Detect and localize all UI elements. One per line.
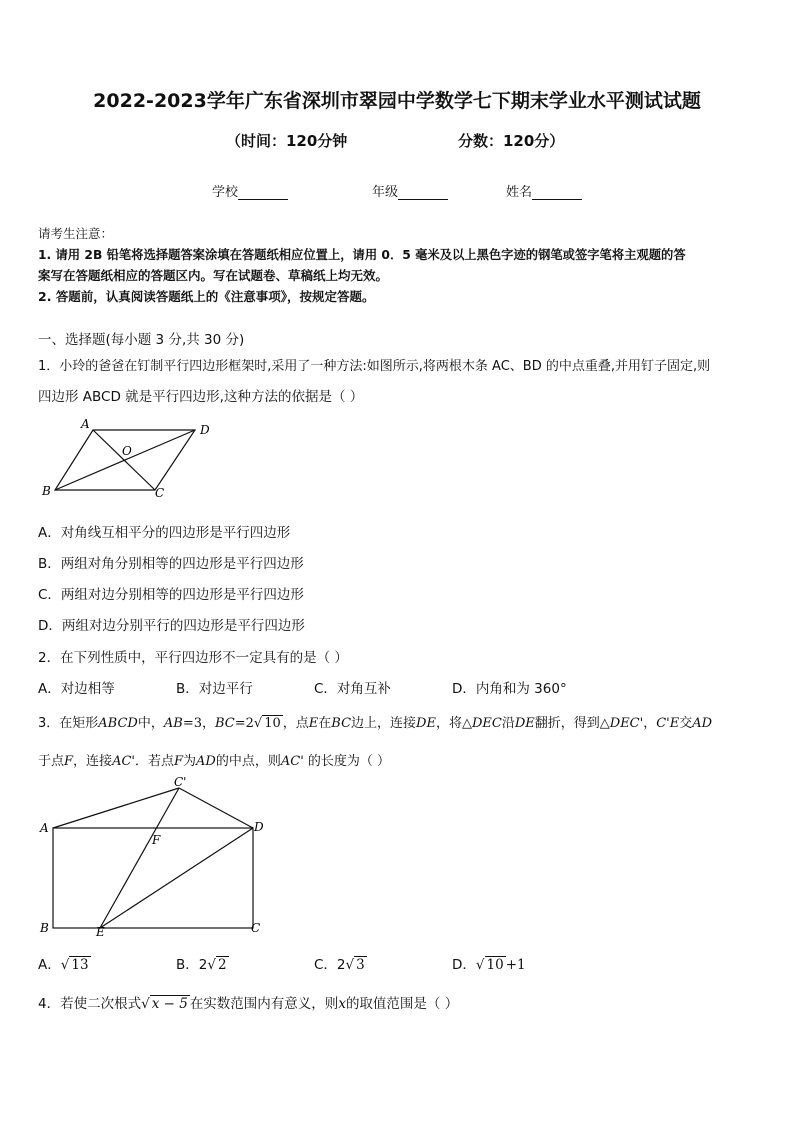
exam-score: 分数：120分） [458,132,565,150]
q2-option-d[interactable]: D．内角和为 360° [452,681,567,697]
q3-text: =2 [234,716,254,731]
name-field [506,181,582,200]
q2-option-b[interactable]: B．对边平行 [176,681,253,697]
q3-option-c-sqrt: √ 3 [345,957,365,973]
q3-text: 中， [137,716,164,731]
q3-option-a-label: A． [38,957,61,973]
q3-var-f: F [64,754,74,769]
q1-parallelogram-figure [38,416,228,506]
q3-option-d[interactable] [452,953,526,973]
q1-label-a: A [81,417,90,431]
q3-text: 沿 [501,716,515,731]
q3-text: =3， [182,716,215,731]
q3-option-a-radicand: 13 [71,957,89,973]
q3-text: 的长度为（ ） [303,754,391,769]
q4-text: 在实数范围内有意义，则 [189,996,339,1012]
q3-var-de: DE [416,716,436,731]
q3-var-bc: BC [331,716,352,731]
q3-option-c-radicand: 3 [356,957,365,973]
q3-option-b-radicand: 2 [217,957,227,973]
q3-text: 翻折，得到△ [534,716,610,731]
q3-label-b: B [40,921,49,935]
grade-field [372,181,448,200]
notice-item-1-line-2: 案写在答题纸相应的答题区内。写在试题卷、草稿纸上均无效。 [38,268,389,283]
section-heading: 一、选择题(每小题 3 分,共 30 分) [38,332,245,348]
q1-label-b: B [42,484,51,498]
school-blank [238,185,288,200]
q3-option-d-tail: +1 [505,957,526,973]
q4-var-x: x [338,996,346,1012]
q3-option-d-radicand: 10 [486,957,504,973]
q3-rectangle-figure [34,774,274,940]
q4-text: 4．若使二次根式 [38,996,142,1012]
q3-option-d-sqrt: √ 10 [475,957,504,973]
q3-text: ，连接 [73,754,113,769]
q3-option-c-label: C．2 [314,957,346,973]
q2-stem: 2．在下列性质中，平行四边形不一定具有的是（ ） [38,650,348,666]
q3-option-a[interactable] [38,953,91,973]
q3-var-ad: AD [196,754,216,769]
q3-var-de: DE [514,716,535,731]
notice-item-2: 2. 答题前，认真阅读答题纸上的《注意事项》，按规定答题。 [38,289,375,304]
q3-label-e: E [96,925,105,939]
q4-sqrt: √ x − 5 [141,996,188,1012]
q3-var-ab: AB [163,716,183,731]
q3-stem-line-2 [38,750,390,769]
q1-option-d[interactable]: D．两组对边分别平行的四边形是平行四边形 [38,618,305,634]
exam-time: （时间：120分钟 [226,132,348,150]
q3-option-b[interactable] [176,953,229,973]
q3-text: ，将△ [435,716,472,731]
notice-item-1-line-1: 1. 请用 2B 铅笔将选择题答案涂填在答题纸相应位置上，请用 0．5 毫米及以上黑色字迹的钢笔或签字笔将主观题的答 [38,248,686,262]
q3-segment-cpd [179,788,253,828]
q3-var-cpe: C'E [656,716,680,731]
q1-label-o: O [122,444,132,458]
q3-sqrt-10-radicand: 10 [264,716,281,731]
q3-option-c[interactable] [314,953,367,973]
q3-text: ， [643,716,657,731]
q1-option-a[interactable]: A．对角线互相平分的四边形是平行四边形 [38,525,291,541]
q1-label-d: D [200,423,210,437]
q3-sqrt-10: √ 10 [253,716,281,731]
q3-label-cp: C' [174,775,187,789]
q3-label-f: F [152,833,161,847]
q4-radicand: x − 5 [151,996,188,1012]
q3-var-acp: AC' [112,754,135,769]
q2-option-c[interactable]: C．对角互补 [314,681,391,697]
q3-label-a: A [40,821,49,835]
q3-stem-line-1 [38,712,712,731]
q3-var-ad: AD [692,716,713,731]
q1-option-c[interactable]: C．两组对边分别相等的四边形是平行四边形 [38,587,304,603]
school-label: 学校 [212,185,239,200]
q3-var-dec: DEC [471,716,502,731]
q3-text: ．若点 [134,754,174,769]
q3-text: 于点 [38,754,65,769]
q1-stem-line-1: 1．小玲的爸爸在钉制平行四边形框架时,采用了一种方法:如图所示,将两根木条 AC、BD 的中点重叠,并用钉子固定,则 [38,359,711,374]
q3-text: 边上，连接 [351,716,417,731]
q3-text: 3．在矩形 [38,716,99,731]
q3-text: 在 [318,716,332,731]
q3-label-c: C [251,921,261,935]
name-blank [532,185,582,200]
name-label: 姓名 [506,185,533,200]
grade-label: 年级 [372,185,399,200]
q2-option-a[interactable]: A．对边相等 [38,681,115,697]
q3-var-bc: BC [214,716,235,731]
q3-text: 为 [183,754,197,769]
q3-label-d: D [254,820,264,834]
q1-option-b[interactable]: B．两组对角分别相等的四边形是平行四边形 [38,556,304,572]
q3-option-b-label: B．2 [176,957,208,973]
grade-blank [398,185,448,200]
q3-option-a-sqrt: √ 13 [60,957,89,973]
q3-var-e: E [308,716,319,731]
q1-label-c: C [155,486,165,500]
q3-var-f: F [174,754,184,769]
q3-var-acp: AC' [280,754,304,769]
q3-var-abcd: ABCD [98,716,138,731]
q1-stem-line-2: 四边形 ABCD 就是平行四边形,这种方法的依据是（ ） [38,389,364,405]
page-title: 2022-2023学年广东省深圳市翠园中学数学七下期末学业水平测试试题 [93,90,701,112]
q3-segment-de [100,828,253,928]
q3-text: 的中点，则 [215,754,281,769]
notice-heading: 请考生注意： [38,226,114,241]
q3-option-d-label: D． [452,957,476,973]
school-field [212,181,288,200]
q4-stem [38,992,458,1012]
q3-option-b-sqrt: √ 2 [207,957,227,973]
q3-text: 交 [679,716,693,731]
q1-diagonal-bd [55,430,195,490]
q3-text: ，点 [282,716,309,731]
q3-var-decp: DEC' [609,716,644,731]
q4-text: 的取值范围是（ ） [345,996,459,1012]
